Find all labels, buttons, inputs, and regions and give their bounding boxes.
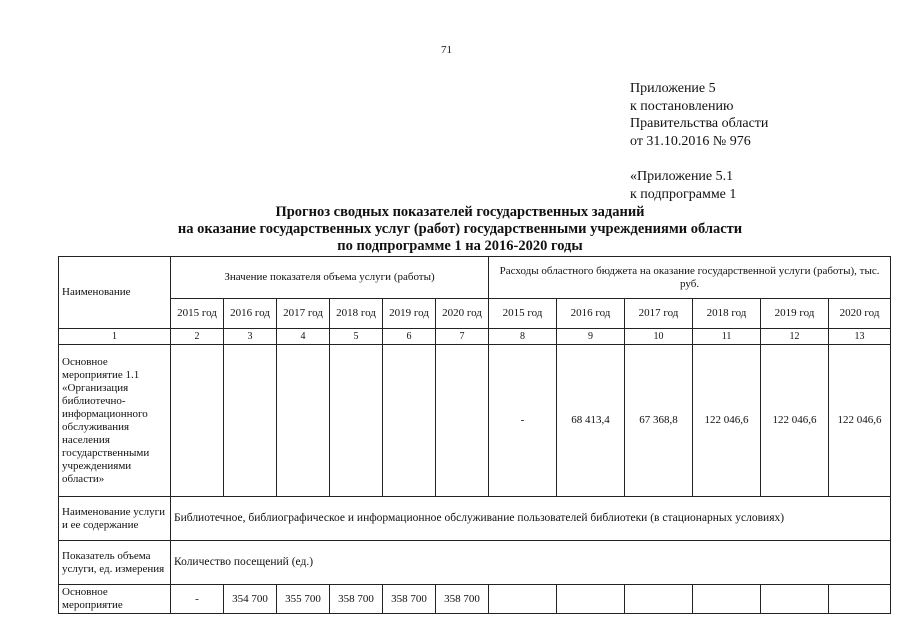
expense-value-cell: 122 046,6: [761, 345, 829, 497]
appendix-sub-line: к подпрограмме 1: [630, 186, 737, 202]
expense-year-cell: 2015 год: [489, 299, 557, 329]
volume-value-cell: 358 700: [436, 585, 489, 614]
column-number-cell: 5: [330, 329, 383, 345]
page-number: 71: [441, 44, 452, 56]
empty-cell: [489, 585, 557, 614]
empty-cell: [761, 585, 829, 614]
volume-year-cell: 2015 год: [171, 299, 224, 329]
column-number-cell: 7: [436, 329, 489, 345]
document-title-line: на оказание государственных услуг (работ) государственными учреждениями области: [177, 221, 743, 237]
appendix-line: Приложение 5: [630, 81, 716, 96]
volume-value-cell: -: [171, 585, 224, 614]
header-name-cell: Наименование: [59, 257, 171, 329]
volume-value-cell: 358 700: [330, 585, 383, 614]
volume-value-cell: 355 700: [277, 585, 330, 614]
volume-value-cell: 354 700: [224, 585, 277, 614]
column-number-cell: 6: [383, 329, 436, 345]
expense-year-cell: 2016 год: [557, 299, 625, 329]
empty-cell: [829, 585, 891, 614]
column-number-cell: 2: [171, 329, 224, 345]
header-expenses-cell: Расходы областного бюджета на оказание государственной услуги (работы), тыс. руб.: [489, 257, 891, 299]
empty-cell: [277, 345, 330, 497]
appendix-line: от 31.10.2016 № 976: [630, 133, 751, 149]
empty-cell: [224, 345, 277, 497]
volume-year-cell: 2018 год: [330, 299, 383, 329]
table-row: [59, 345, 891, 497]
indicator-name-cell: Показатель объема услуги, ед. измерения: [59, 541, 171, 585]
column-number-cell: 13: [829, 329, 891, 345]
table-year-row: [59, 299, 891, 329]
column-number-cell: 3: [224, 329, 277, 345]
column-number-row: [59, 329, 891, 345]
expense-value-cell: 68 413,4: [557, 345, 625, 497]
service-value-cell: Библиотечное, библиографическое и информационное обслуживание пользователей библиотеки (в стационарных условиях): [171, 497, 891, 541]
indicator-value-cell: Количество посещений (ед.): [171, 541, 891, 585]
expense-year-cell: 2017 год: [625, 299, 693, 329]
column-number-cell: 1: [59, 329, 171, 345]
document-title-line: Прогноз сводных показателей государственных заданий: [275, 204, 645, 220]
service-name-cell: Наименование услуги и ее содержание: [59, 497, 171, 541]
column-number-cell: 4: [277, 329, 330, 345]
empty-cell: [436, 345, 489, 497]
empty-cell: [625, 585, 693, 614]
measure-name-cell: Основное мероприятие 1.1 «Организация библиотечно-информационного обслуживания населения государственными учреждениями области»: [59, 345, 171, 497]
expense-year-cell: 2019 год: [761, 299, 829, 329]
expense-value-cell: -: [489, 345, 557, 497]
empty-cell: [330, 345, 383, 497]
volume-year-cell: 2019 год: [383, 299, 436, 329]
expense-year-cell: 2018 год: [693, 299, 761, 329]
empty-cell: [383, 345, 436, 497]
volume-year-cell: 2016 год: [224, 299, 277, 329]
appendix-line: к постановлению: [630, 98, 734, 114]
volume-year-cell: 2017 год: [277, 299, 330, 329]
appendix-sub-line: «Приложение 5.1: [630, 169, 734, 184]
empty-cell: [693, 585, 761, 614]
table-header-row: [59, 257, 891, 299]
table-row: [59, 497, 891, 541]
empty-cell: [171, 345, 224, 497]
volume-year-cell: 2020 год: [436, 299, 489, 329]
expense-year-cell: 2020 год: [829, 299, 891, 329]
appendix-sub-block: [630, 168, 736, 203]
column-number-cell: 12: [761, 329, 829, 345]
empty-cell: [557, 585, 625, 614]
column-number-cell: 9: [557, 329, 625, 345]
table-row: [59, 541, 891, 585]
column-number-cell: 11: [693, 329, 761, 345]
expense-value-cell: 122 046,6: [829, 345, 891, 497]
expense-value-cell: 122 046,6: [693, 345, 761, 497]
forecast-table: [58, 256, 891, 614]
column-number-cell: 8: [489, 329, 557, 345]
header-volume-cell: Значение показателя объема услуги (работы): [171, 257, 489, 299]
expense-value-cell: 67 368,8: [625, 345, 693, 497]
appendix-line: Правительства области: [630, 116, 769, 131]
document-title-line: по подпрограмме 1 на 2016-2020 годы: [337, 238, 583, 254]
volume-value-cell: 358 700: [383, 585, 436, 614]
table-row: [59, 585, 891, 614]
column-number-cell: 10: [625, 329, 693, 345]
partial-name-cell: Основное мероприятие: [59, 585, 171, 614]
appendix-block: [630, 80, 768, 150]
